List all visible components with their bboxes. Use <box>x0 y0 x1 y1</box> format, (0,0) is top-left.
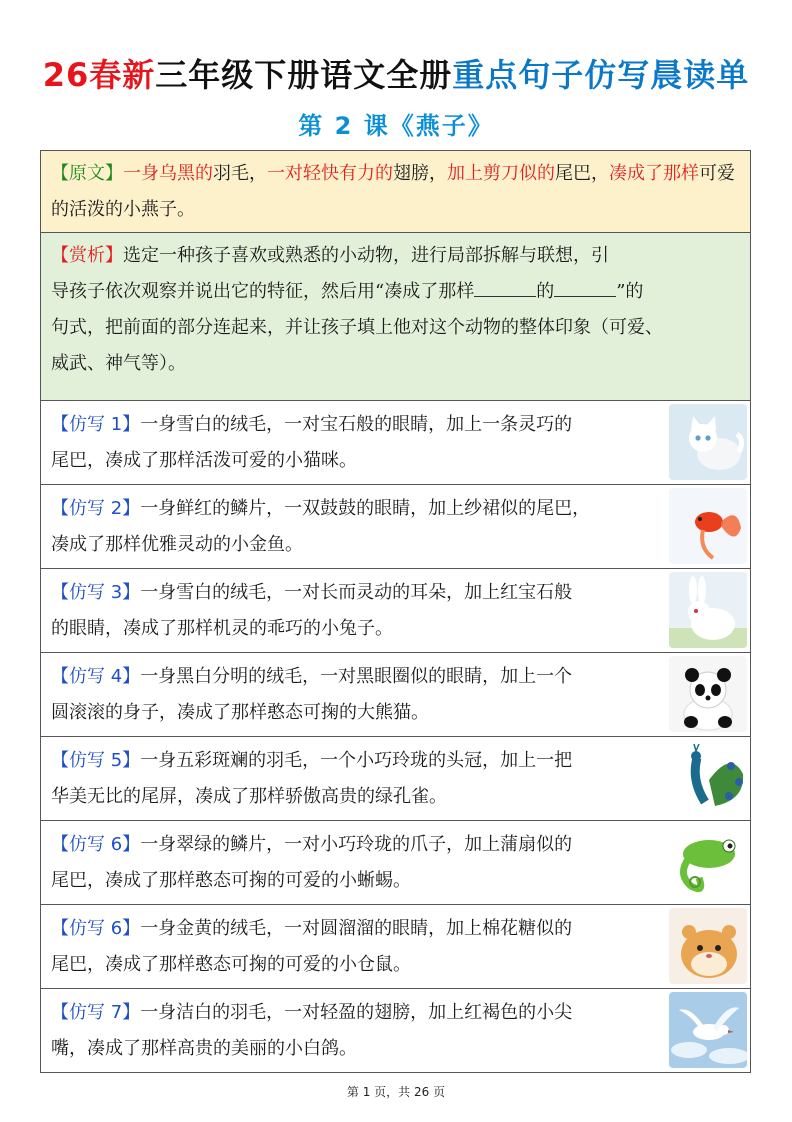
imitation-row-8 <box>41 988 750 1072</box>
imitation-text <box>51 659 660 731</box>
analysis-text <box>51 238 742 382</box>
analysis-line2a: 导孩子依次观察并说出它的特征，然后用“凑成了那样 <box>51 281 475 302</box>
imitation-line-2: 尾巴，凑成了那样活泼可爱的小猫咪。 <box>51 450 357 471</box>
imitation-text <box>51 491 660 563</box>
imitation-line-1: 一身雪白的绒毛，一对长而灵动的耳朵，加上红宝石般 <box>140 582 573 603</box>
peacock-icon <box>669 740 747 816</box>
fill-blank-2 <box>554 276 616 297</box>
original-seg-6: 尾巴， <box>555 163 609 184</box>
highlight-4: 凑成了那样 <box>609 163 699 184</box>
analysis-line-1 <box>51 238 742 274</box>
highlight-1: 一身乌黑的 <box>123 163 213 184</box>
imitation-line-1: 一身五彩斑斓的羽毛，一个小巧玲珑的头冠，加上一把 <box>140 750 573 771</box>
imitation-text <box>51 575 660 647</box>
imitation-line-2: 尾巴，凑成了那样憨态可掬的可爱的小仓鼠。 <box>51 954 411 975</box>
fill-blank-1 <box>474 276 536 297</box>
imitation-text <box>51 827 660 899</box>
original-tag: 【原文】 <box>51 163 123 184</box>
imitation-line-2: 华美无比的尾屏，凑成了那样骄傲高贵的绿孔雀。 <box>51 786 447 807</box>
imitation-line-1: 一身鲜红的鳞片，一双鼓鼓的眼睛，加上纱裙似的尾巴， <box>140 498 591 519</box>
imitation-tag: 【仿写 4】 <box>51 666 141 687</box>
imitation-tag: 【仿写 1】 <box>51 414 141 435</box>
white-kitten-icon <box>669 404 747 480</box>
imitation-row-4 <box>41 652 750 736</box>
analysis-row <box>41 232 750 400</box>
imitation-line-2: 嘴，凑成了那样高贵的美丽的小白鸽。 <box>51 1038 357 1059</box>
imitation-tag: 【仿写 2】 <box>51 498 141 519</box>
page-footer: 第 1 页，共 26 页 <box>346 1085 446 1099</box>
imitation-row-1 <box>41 400 750 484</box>
imitation-row-5 <box>41 736 750 820</box>
analysis-line2b: 的 <box>536 281 555 302</box>
imitation-line-1: 一身黑白分明的绒毛，一对黑眼圈似的眼睛，加上一个 <box>140 666 573 687</box>
imitation-line-2: 凑成了那样优雅灵动的小金鱼。 <box>51 534 303 555</box>
original-text <box>51 156 744 228</box>
imitation-text <box>51 743 660 815</box>
original-seg-2: 羽毛， <box>213 163 267 184</box>
analysis-line2c: ”的 <box>616 281 644 302</box>
imitation-row-2 <box>41 484 750 568</box>
imitation-line-2: 尾巴，凑成了那样憨态可掬的可爱的小蜥蜴。 <box>51 870 411 891</box>
white-rabbit-icon <box>669 572 747 648</box>
imitation-line-1: 一身金黄的绒毛，一对圆溜溜的眼睛，加上棉花糖似的 <box>140 918 573 939</box>
goldfish-icon <box>669 488 747 564</box>
analysis-line-3: 句式，把前面的部分连起来，并让孩子填上他对这个动物的整体印象（可爱、 <box>51 317 663 338</box>
imitation-tag: 【仿写 3】 <box>51 582 141 603</box>
imitation-text <box>51 995 660 1067</box>
page-title <box>0 52 792 98</box>
imitation-text <box>51 407 660 479</box>
analysis-tag: 【赏析】 <box>51 245 123 266</box>
imitation-tag: 【仿写 7】 <box>51 1002 141 1023</box>
highlight-2: 一对轻快有力的 <box>267 163 393 184</box>
imitation-line-2: 圆滚滚的身子，凑成了那样憨态可掬的大熊猫。 <box>51 702 429 723</box>
imitation-row-6 <box>41 820 750 904</box>
imitation-line-1: 一身洁白的羽毛，一对轻盈的翅膀，加上红褐色的小尖 <box>140 1002 573 1023</box>
imitation-text <box>51 911 660 983</box>
lizard-icon <box>669 824 747 900</box>
white-dove-icon <box>669 992 747 1068</box>
imitation-line-1: 一身翠绿的鳞片，一对小巧玲珑的爪子，加上蒲扇似的 <box>140 834 573 855</box>
lesson-title: 第 2 课《燕子》 <box>298 112 494 140</box>
analysis-line-2 <box>51 274 742 310</box>
imitation-tag: 【仿写 5】 <box>51 750 141 771</box>
title-part-black: 三年级下册语文全册 <box>155 56 453 94</box>
imitation-tag: 【仿写 6】 <box>51 918 141 939</box>
title-part-red: 26春新 <box>42 56 156 94</box>
title-part-blue: 重点句子仿写晨读单 <box>452 56 750 94</box>
original-seg-4: 翅膀， <box>393 163 447 184</box>
analysis-line-4: 威武、神气等）。 <box>51 353 186 374</box>
highlight-3: 加上剪刀似的 <box>447 163 555 184</box>
imitation-line-1: 一身雪白的绒毛，一对宝石般的眼睛，加上一条灵巧的 <box>140 414 573 435</box>
imitation-row-3 <box>41 568 750 652</box>
original-text-row <box>41 151 750 232</box>
imitation-row-7 <box>41 904 750 988</box>
imitation-line-2: 的眼睛，凑成了那样机灵的乖巧的小兔子。 <box>51 618 393 639</box>
hamster-icon <box>669 908 747 984</box>
content-table <box>40 150 751 1073</box>
original-seg-8: 可爱的活泼的小燕子。 <box>51 163 735 220</box>
analysis-line1-text: 选定一种孩子喜欢或熟悉的小动物，进行局部拆解与联想，引 <box>123 245 609 266</box>
panda-icon <box>669 656 747 732</box>
imitation-tag: 【仿写 6】 <box>51 834 141 855</box>
